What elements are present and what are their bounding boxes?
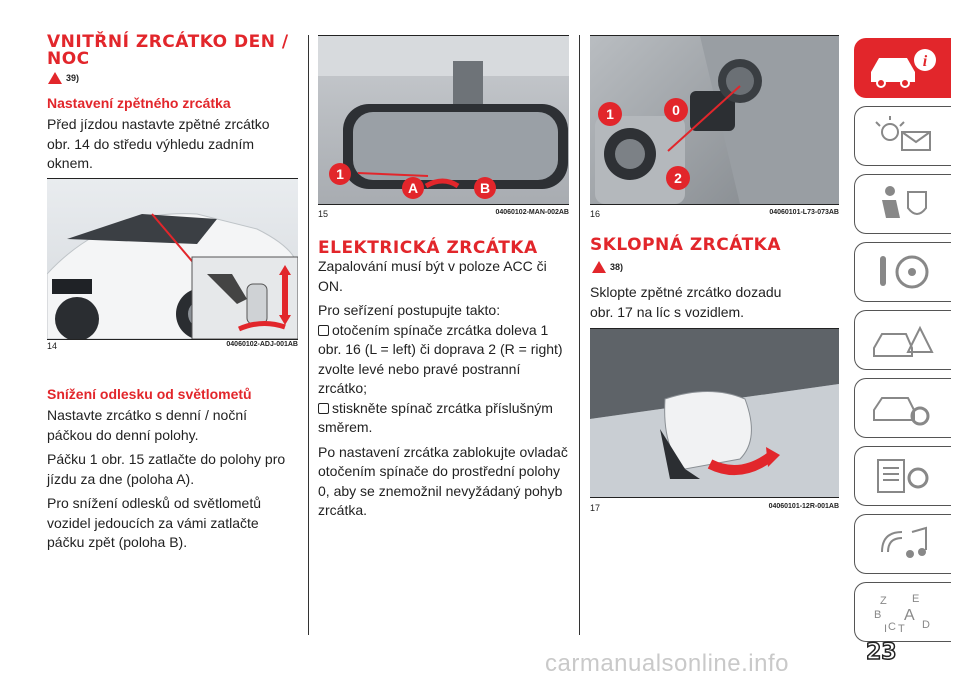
figure-17-caption: 17 04060101-12R-001AB [590, 503, 839, 513]
svg-text:D: D [922, 619, 930, 631]
tab-multimedia[interactable] [854, 514, 951, 574]
accident-icon [868, 318, 938, 362]
svg-text:A: A [904, 607, 915, 624]
tab-maintenance[interactable] [854, 378, 951, 438]
svg-text:C: C [888, 621, 896, 633]
figure-15-caption: 15 04060102-MAN-002AB [318, 209, 569, 219]
watermark: carmanualsonline.info [545, 650, 789, 677]
bullet-1: otočením spínače zrcátka doleva 1 [318, 321, 578, 341]
label-0: 0 [672, 102, 680, 118]
page-number: 23 [866, 640, 897, 665]
tab-car-info[interactable] [854, 38, 951, 98]
figure-16 [590, 35, 839, 205]
specs-icon [868, 454, 938, 498]
paragraph-folding: Sklopte zpětné zrcátko dozadu obr. 17 na líc s vozidlem. [590, 284, 782, 320]
seat-safety-icon [868, 182, 938, 226]
tab-lights-warnings[interactable] [854, 106, 951, 166]
svg-text:B: B [874, 609, 882, 621]
paragraphs-glare: Nastavte zrcátko s denní / noční páčkou do denní polohy. Páčku 1 obr. 15 zatlačte do polohy pro jízdu za dne (poloha A). Pro snížení odlesků od světlometů vozidel jedoucích za vámi zatlačte páčku zpět (poloha B). [47, 407, 286, 550]
folding-mirror-illustration [590, 329, 839, 497]
figure-16-caption: 16 04060101-L73-073AB [590, 209, 839, 219]
figure-14 [47, 178, 298, 340]
steering-key-icon [868, 250, 938, 294]
tab-index[interactable] [854, 582, 951, 642]
bullet-2: stiskněte spínač zrcátka příslušným [318, 399, 578, 419]
section-title-interior-mirror [47, 34, 289, 68]
paragraphs-electric: Zapalování musí být v poloze ACC či ON. Pro seřízení postupujte takto: otočením spínače zrcátka doleva 1 obr. 16 (L = left) či doprava 2 (R = right) zvolte levé nebo pravé postranní zrcátko; stiskněte spínač zrcátka příslušným směrem. Po nastavení zrcátka zablokujte ovladač otočením spínače do prostřední polohy 0, aby se znemožnil nevyžádaný pohyb zrcátka. [318, 257, 578, 521]
column-divider [308, 35, 309, 635]
tab-safety[interactable] [854, 174, 951, 234]
bullet-icon [318, 325, 329, 336]
column-divider [579, 35, 580, 635]
label-2: 2 [674, 170, 682, 186]
warning-triangle-icon [48, 72, 62, 84]
multimedia-icon [868, 522, 938, 566]
car-service-icon [868, 386, 938, 430]
warning-ref: 39) [48, 72, 79, 84]
label-b: B [479, 180, 491, 196]
svg-text:I: I [884, 623, 888, 634]
label-1: 1 [336, 166, 344, 182]
title-line-1: VNITŘNÍ ZRCÁTKO DEN / [47, 32, 289, 52]
section-title-folding-mirrors: SKLOPNÁ ZRCÁTKA [590, 235, 782, 255]
tab-technical-data[interactable] [854, 446, 951, 506]
rearview-mirror-illustration [318, 36, 569, 204]
svg-text:Z: Z [880, 595, 887, 607]
label-1: 1 [606, 106, 614, 122]
svg-text:i: i [922, 53, 928, 70]
mirror-switch-illustration [590, 36, 839, 204]
tab-emergency[interactable] [854, 310, 951, 370]
index-icon [868, 590, 938, 634]
svg-text:E: E [912, 593, 920, 605]
svg-text:T: T [898, 623, 905, 634]
figure-15 [318, 35, 569, 205]
subheading-glare: Snížení odlesku od světlometů [47, 386, 252, 402]
car-mirror-illustration [47, 179, 298, 339]
warning-ref: 38) [592, 261, 623, 273]
bullet-icon [318, 403, 329, 414]
title-line-2: NOC [47, 49, 90, 69]
paragraph-adjust: Před jízdou nastavte zpětné zrcátko obr. 14 do středu výhledu zadním oknem. [47, 116, 270, 171]
figure-14-caption: 14 04060102-ADJ-001AB [47, 341, 298, 351]
figure-17 [590, 328, 839, 498]
label-a: A [407, 180, 419, 196]
subheading-adjust: Nastavení zpětného zrcátka [47, 95, 231, 111]
car-info-icon [863, 46, 943, 90]
warning-triangle-icon [592, 261, 606, 273]
section-title-electric-mirrors: ELEKTRICKÁ ZRCÁTKA [318, 238, 538, 258]
tab-starting-driving[interactable] [854, 242, 951, 302]
lights-warning-icon [868, 114, 938, 158]
